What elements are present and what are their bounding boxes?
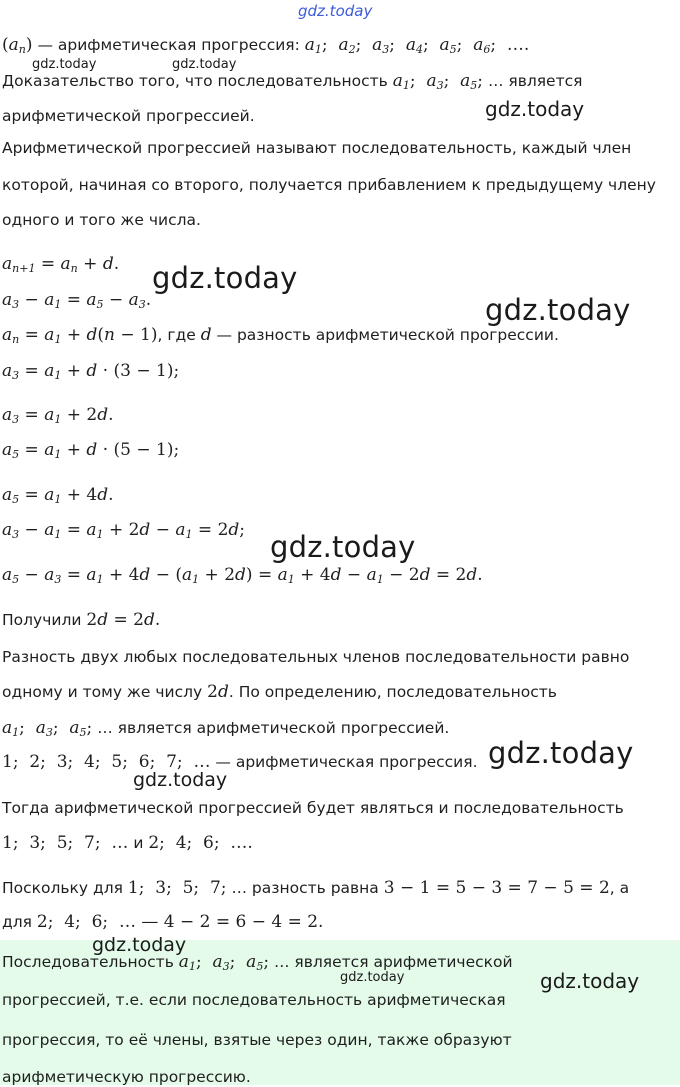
watermark: gdz.today bbox=[92, 934, 187, 956]
watermark: gdz.today bbox=[540, 969, 640, 993]
formula-goal: $a_3 - a_1 = a_5 - a_3$. bbox=[2, 290, 152, 311]
example-line-2: Тогда арифметической прогрессией будет являться и последовательность bbox=[2, 799, 624, 817]
proof-line-2: арифметической прогрессией. bbox=[2, 107, 255, 125]
conclusion-line-3: $a_1$; $a_3$; $a_5$; … является арифметической прогрессией. bbox=[2, 718, 450, 739]
watermark: gdz.today bbox=[485, 293, 631, 327]
formula-a3: $a_3 = a_1 + d \cdot (3 - 1)$; bbox=[2, 361, 180, 382]
formula-recurrence: $a_{n+1} = a_n + d$. bbox=[2, 254, 120, 275]
summary-line-2: прогрессией, т.е. если последовательность арифметическая bbox=[2, 991, 506, 1009]
watermark: gdz.today bbox=[340, 970, 405, 985]
conclusion-line-1: Разность двух любых последовательных членов последовательности равно bbox=[2, 648, 630, 666]
example-line-4: Поскольку для 1; 3; 5; 7; … разность равна 3 − 1 = 5 − 3 = 7 − 5 = 2, а bbox=[2, 878, 630, 898]
summary-line-1: Последовательность $a_1$; $a_3$; $a_5$; … является арифметической bbox=[2, 952, 513, 973]
summary-line-3: прогрессия, то её члены, взятые через один, также образуют bbox=[2, 1031, 512, 1049]
definition-line-1: Арифметической прогрессией называют последовательность, каждый член bbox=[2, 139, 632, 157]
sequence-line: $(a_n)$ — арифметическая прогрессия: $a_1$; $a_2$; $a_3$; $a_4$; $a_5$; $a_6$; …. bbox=[2, 35, 530, 56]
watermark: gdz.today bbox=[152, 261, 298, 295]
watermark-top: gdz.today bbox=[298, 2, 373, 20]
proof-line-1: Доказательство того, что последовательность $a_1$; $a_3$; $a_5$; … является bbox=[2, 71, 583, 92]
formula-a5-result: $a_5 = a_1 + 4d$. bbox=[2, 485, 114, 506]
watermark: gdz.today bbox=[488, 736, 634, 770]
watermark: gdz.today bbox=[485, 97, 585, 121]
summary-line-4: арифметическую прогрессию. bbox=[2, 1068, 251, 1086]
definition-line-3: одного и того же числа. bbox=[2, 211, 201, 229]
formula-a5: $a_5 = a_1 + d \cdot (5 - 1)$; bbox=[2, 440, 180, 461]
formula-a3-result: $a_3 = a_1 + 2d$. bbox=[2, 405, 114, 426]
formula-nth-term: $a_n = a_1 + d(n - 1)$, где d — разность арифметической прогрессии. bbox=[2, 325, 559, 346]
watermark: gdz.today bbox=[32, 57, 97, 72]
definition-line-2: которой, начиная со второго, получается прибавлением к предыдущему члену bbox=[2, 176, 656, 194]
formula-diff-1: $a_3 - a_1 = a_1 + 2d - a_1 = 2d$; bbox=[2, 520, 246, 541]
example-line-1: 1; 2; 3; 4; 5; 6; 7; … — арифметическая прогрессия. bbox=[2, 752, 478, 772]
conclusion-line-2: одному и тому же числу 2d. По определению, последовательность bbox=[2, 682, 557, 702]
watermark: gdz.today bbox=[172, 57, 237, 72]
intro-label: — арифметическая прогрессия: bbox=[37, 36, 300, 54]
example-line-3: 1; 3; 5; 7; … и 2; 4; 6; …. bbox=[2, 833, 253, 853]
got-line: Получили 2d = 2d. bbox=[2, 610, 161, 630]
watermark: gdz.today bbox=[133, 769, 228, 791]
example-line-5: для 2; 4; 6; … — 4 − 2 = 6 − 4 = 2. bbox=[2, 912, 324, 932]
formula-diff-2: $a_5 - a_3 = a_1 + 4d - (a_1 + 2d) = a_1 + 4d - a_1 - 2d = 2d$. bbox=[2, 565, 483, 586]
watermark: gdz.today bbox=[270, 530, 416, 564]
